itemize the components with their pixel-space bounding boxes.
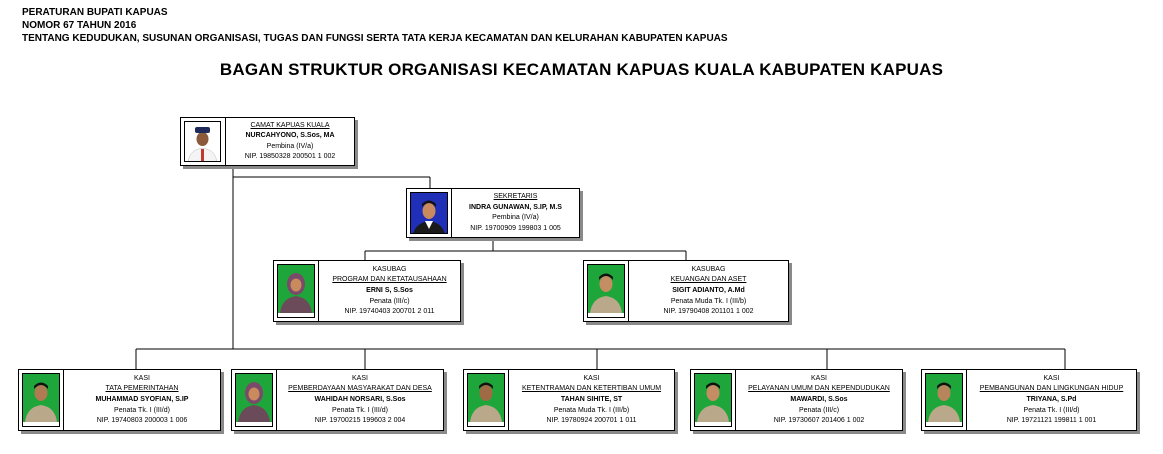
kasi-label: KASI (134, 374, 150, 382)
kasi-name: TAHAN SIHITE, ST (560, 395, 623, 403)
person-photo-icon (236, 374, 272, 422)
kasi-nip: NIP. 19780924 200701 1 011 (546, 417, 637, 425)
kasi-position: TATA PEMERINTAHAN (105, 385, 179, 393)
kasubag-photo (277, 264, 315, 318)
kasi-label: KASI (352, 374, 368, 382)
kasi-position: KETENTRAMAN DAN KETERTIBAN UMUM (521, 385, 662, 393)
kasi-photo (467, 373, 505, 427)
camat-name: NURCAHYONO, S.Sos, MA (245, 132, 335, 140)
kasi-label: KASI (583, 374, 600, 382)
kasi-info (276, 370, 443, 430)
kasubag-name: SIGIT ADIANTO, A.Md (672, 286, 745, 294)
person-photo-icon (468, 374, 504, 422)
kasi-name: MAWARDI, S.Sos (790, 395, 848, 403)
person-photo-icon (695, 374, 731, 422)
sekretaris-rank: Pembina (IV/a) (492, 214, 539, 222)
kasubag-box-keuangan (583, 260, 789, 322)
kasubag-position: KEUANGAN DAN ASET (670, 276, 747, 284)
person-photo-icon (588, 265, 624, 313)
kasi-info (735, 370, 902, 430)
sekretaris-box (406, 188, 580, 238)
kasi-position: PEMBERDAYAAN MASYARAKAT DAN DESA (288, 385, 432, 393)
person-photo-icon (185, 122, 220, 162)
kasubag-rank: Penata Muda Tk. I (III/b) (670, 297, 747, 305)
camat-photo (184, 121, 221, 162)
kasi-info (966, 370, 1136, 430)
kasi-label: KASI (811, 374, 827, 382)
kasi-box-tata-pemerintahan (18, 369, 221, 431)
kasubag-nip: NIP. 19790408 201101 1 002 (663, 308, 754, 316)
kasi-rank: Penata Tk. I (III/d) (332, 406, 388, 414)
regulation-subject: TENTANG KEDUDUKAN, SUSUNAN ORGANISASI, TUGAS DAN FUNGSI SERTA TATA KERJA KECAMATAN DAN KELURAHAN KABUPATEN KAPUAS (22, 33, 728, 44)
sekretaris-info (451, 189, 579, 237)
kasubag-rank: Penata (III/c) (369, 297, 410, 305)
person-photo-icon (23, 374, 59, 422)
kasi-nip: NIP. 19721121 199811 1 001 (1006, 417, 1097, 425)
kasubag-label: KASUBAG (691, 265, 726, 273)
camat-info (225, 118, 354, 165)
camat-position: CAMAT KAPUAS KUALA (250, 122, 330, 130)
kasi-position: PEMBANGUNAN DAN LINGKUNGAN HIDUP (979, 385, 1124, 393)
kasubag-name: ERNI S, S.Sos (366, 286, 413, 294)
kasi-photo (235, 373, 273, 427)
person-photo-icon (926, 374, 962, 422)
sekretaris-nip: NIP. 19700909 199803 1 005 (470, 224, 561, 232)
kasi-rank: Penata Muda Tk. I (III/b) (553, 406, 630, 414)
person-photo-icon (278, 265, 314, 313)
camat-box (180, 117, 355, 166)
camat-rank: Pembina (IV/a) (266, 142, 314, 150)
kasubag-info (318, 261, 460, 321)
kasubag-label: KASUBAG (372, 265, 407, 273)
kasi-label: KASI (1043, 374, 1060, 382)
kasubag-nip: NIP. 19740403 200701 2 011 (344, 308, 435, 316)
sekretaris-photo (410, 192, 448, 234)
kasi-position: PELAYANAN UMUM DAN KEPENDUDUKAN (748, 385, 890, 393)
camat-nip: NIP. 19850328 200501 1 002 (244, 152, 336, 160)
kasi-nip: NIP. 19700215 199603 2 004 (314, 417, 406, 425)
kasi-rank: Penata (III/c) (798, 406, 840, 414)
kasi-name: WAHIDAH NORSARI, S.Sos (314, 395, 406, 403)
kasi-box-pelayanan (690, 369, 903, 431)
kasi-photo (694, 373, 732, 427)
kasi-info (63, 370, 220, 430)
kasubag-info (628, 261, 788, 321)
kasi-box-pembangunan (921, 369, 1137, 431)
kasi-box-ketentraman (463, 369, 675, 431)
kasi-photo (22, 373, 60, 427)
kasi-rank: Penata Tk. I (III/d) (114, 406, 170, 414)
kasubag-position: PROGRAM DAN KETATAUSAHAAN (332, 276, 447, 284)
kasubag-photo (587, 264, 625, 318)
kasi-photo (925, 373, 963, 427)
kasi-info (508, 370, 674, 430)
sekretaris-name: INDRA GUNAWAN, S.IP, M.S (469, 203, 562, 211)
sekretaris-position: SEKRETARIS (493, 193, 538, 201)
person-photo-icon (411, 193, 447, 234)
kasi-name: MUHAMMAD SYOFIAN, S.IP (95, 395, 189, 403)
kasi-nip: NIP. 19730607 201406 1 002 (773, 417, 865, 425)
kasi-nip: NIP. 19740803 200003 1 006 (96, 417, 188, 425)
regulation-title: PERATURAN BUPATI KAPUAS (22, 7, 168, 18)
kasi-name: TRIYANA, S.Pd (1026, 395, 1077, 403)
kasi-box-pemberdayaan (231, 369, 444, 431)
kasi-rank: Penata Tk. I (III/d) (1023, 406, 1080, 414)
chart-title: BAGAN STRUKTUR ORGANISASI KECAMATAN KAPUAS KUALA KABUPATEN KAPUAS (219, 60, 944, 79)
kasubag-box-program (273, 260, 461, 322)
regulation-number: NOMOR 67 TAHUN 2016 (22, 20, 137, 31)
